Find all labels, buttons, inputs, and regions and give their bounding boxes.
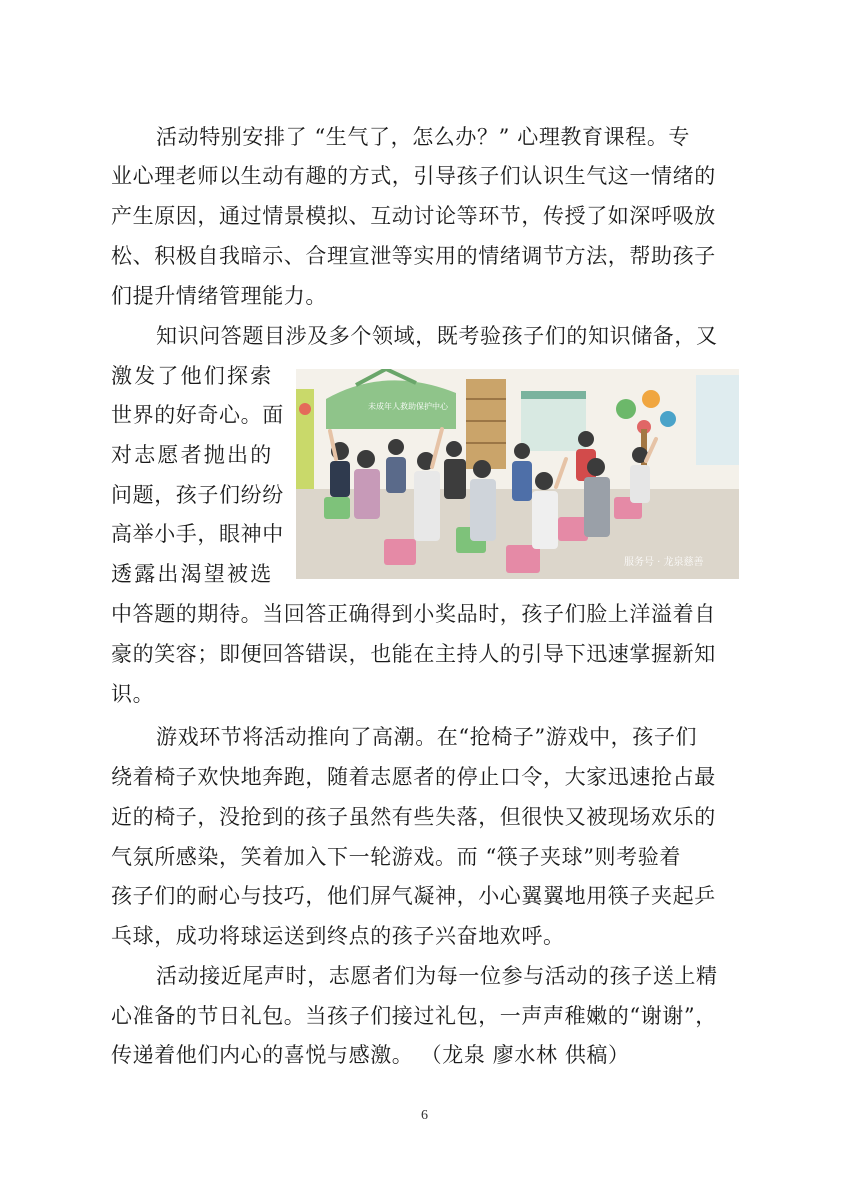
text-line: 们提升情绪管理能力。 bbox=[111, 284, 327, 308]
text-line: 透露出渴望被选 bbox=[111, 562, 274, 586]
text-line: 激发了他们探索 bbox=[111, 364, 274, 388]
text-line: 传递着他们内心的喜悦与感激。 （龙泉 廖水林 供稿） bbox=[111, 1043, 630, 1067]
text-line: 知识问答题目涉及多个领域，既考验孩子们的知识储备，又 bbox=[156, 324, 718, 348]
wall-sign-text: 未成年人救助保护中心 bbox=[368, 402, 448, 411]
text-line: 活动特别安排了 “生气了，怎么办？” 心理教育课程。专 bbox=[156, 125, 691, 149]
text-line: 世界的好奇心。面 bbox=[111, 403, 284, 427]
text-line: 高举小手，眼神中 bbox=[111, 522, 284, 546]
page-number: 6 bbox=[421, 1108, 428, 1123]
text-line: 孩子们的耐心与技巧，他们屏气凝神，小心翼翼地用筷子夹起乒 bbox=[111, 884, 716, 908]
activity-photo bbox=[296, 369, 739, 579]
text-line: 识。 bbox=[111, 682, 155, 706]
text-line: 乓球，成功将球运送到终点的孩子兴奋地欢呼。 bbox=[111, 924, 565, 948]
text-line: 活动接近尾声时，志愿者们为每一位参与活动的孩子送上精 bbox=[156, 964, 718, 988]
text-line: 豪的笑容；即便回答错误，也能在主持人的引导下迅速掌握新知 bbox=[111, 642, 716, 666]
text-line: 对志愿者抛出的 bbox=[111, 443, 274, 467]
text-line: 问题，孩子们纷纷 bbox=[111, 483, 284, 507]
text-line: 游戏环节将活动推向了高潮。在“抢椅子”游戏中，孩子们 bbox=[156, 725, 698, 749]
text-line: 气氛所感染，笑着加入下一轮游戏。而 “筷子夹球”则考验着 bbox=[111, 845, 681, 869]
text-line: 产生原因，通过情景模拟、互动讨论等环节，传授了如深呼吸放 bbox=[111, 204, 716, 228]
text-line: 中答题的期待。当回答正确得到小奖品时，孩子们脸上洋溢着自 bbox=[111, 602, 716, 626]
text-line: 松、积极自我暗示、合理宣泄等实用的情绪调节方法，帮助孩子 bbox=[111, 244, 716, 268]
text-line: 绕着椅子欢快地奔跑，随着志愿者的停止口令，大家迅速抢占最 bbox=[111, 765, 716, 789]
watermark-text: 服务号 · 龙泉慈善 bbox=[624, 557, 704, 568]
text-line: 心准备的节日礼包。当孩子们接过礼包，一声声稚嫩的“谢谢”， bbox=[111, 1004, 717, 1028]
text-line: 近的椅子，没抢到的孩子虽然有些失落，但很快又被现场欢乐的 bbox=[111, 805, 716, 829]
text-line: 业心理老师以生动有趣的方式，引导孩子们认识生气这一情绪的 bbox=[111, 164, 716, 188]
